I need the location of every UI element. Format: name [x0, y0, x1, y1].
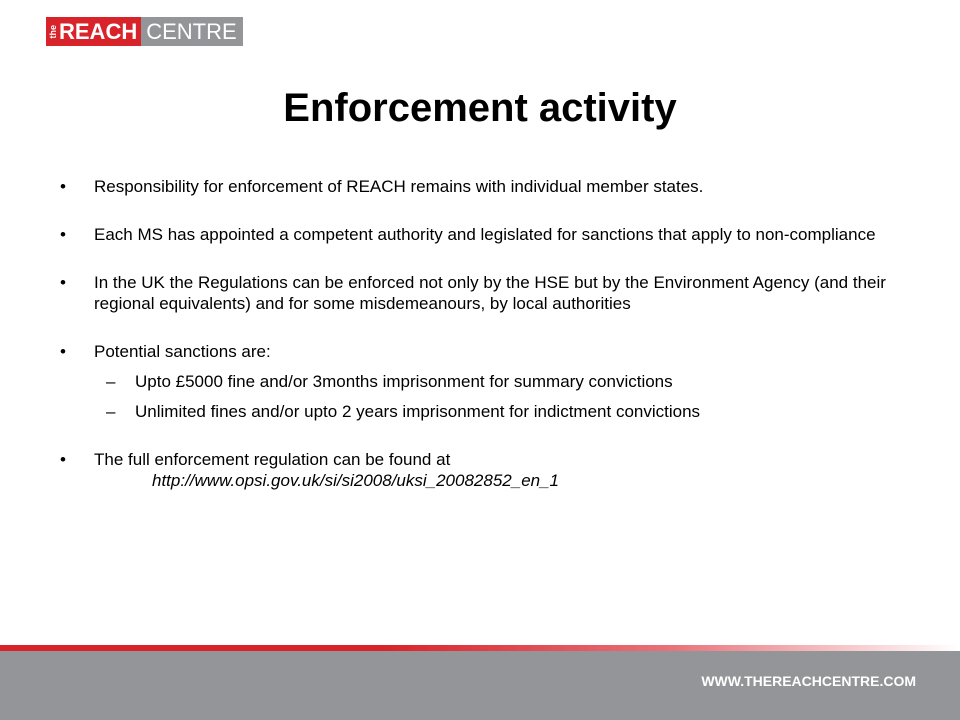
- bullet-marker: •: [60, 342, 66, 361]
- bullet-item: [60, 449, 920, 491]
- logo-centre-text: CENTRE: [146, 18, 237, 44]
- reach-centre-logo: [46, 17, 243, 46]
- bullet-item: [60, 272, 920, 314]
- bullet-text: Potential sanctions are:: [94, 342, 271, 361]
- bullet-marker: •: [60, 450, 66, 469]
- footer-website-link[interactable]: WWW.THEREACHCENTRE.COM: [701, 673, 916, 689]
- sub-bullet-item: [60, 371, 920, 392]
- bullet-item: [60, 341, 920, 362]
- bullet-marker: •: [60, 177, 66, 196]
- slide-body: [60, 176, 920, 491]
- logo-red-block: [46, 17, 141, 46]
- sub-bullet-marker: –: [106, 402, 116, 421]
- bullet-text: In the UK the Regulations can be enforced not only by the HSE but by the Environment Agency (and their regional equivalents) and for some misdemeanours, by local authorities: [94, 273, 886, 313]
- bullet-item: [60, 176, 920, 197]
- sub-bullet-item: [60, 401, 920, 422]
- bullet-text: Each MS has appointed a competent authority and legislated for sanctions that apply to non-compliance: [94, 225, 876, 244]
- sub-bullet-marker: –: [106, 372, 116, 391]
- bullet-marker: •: [60, 273, 66, 292]
- logo-grey-block: [141, 17, 242, 46]
- footer-bar: [0, 651, 960, 720]
- bullet-text: The full enforcement regulation can be found at: [94, 450, 451, 469]
- logo-reach-text: REACH: [59, 18, 138, 44]
- sub-bullet-text: Unlimited fines and/or upto 2 years imprisonment for indictment convictions: [135, 402, 701, 421]
- sub-bullet-text: Upto £5000 fine and/or 3months imprisonment for summary convictions: [135, 372, 673, 391]
- logo-the-text: the: [48, 24, 58, 39]
- slide-title: Enforcement activity: [283, 86, 677, 130]
- bullet-text: Responsibility for enforcement of REACH remains with individual member states.: [94, 177, 704, 196]
- regulation-link[interactable]: http://www.opsi.gov.uk/si/si2008/uksi_20082852_en_1: [152, 471, 560, 490]
- bullet-marker: •: [60, 225, 66, 244]
- bullet-item: [60, 224, 920, 245]
